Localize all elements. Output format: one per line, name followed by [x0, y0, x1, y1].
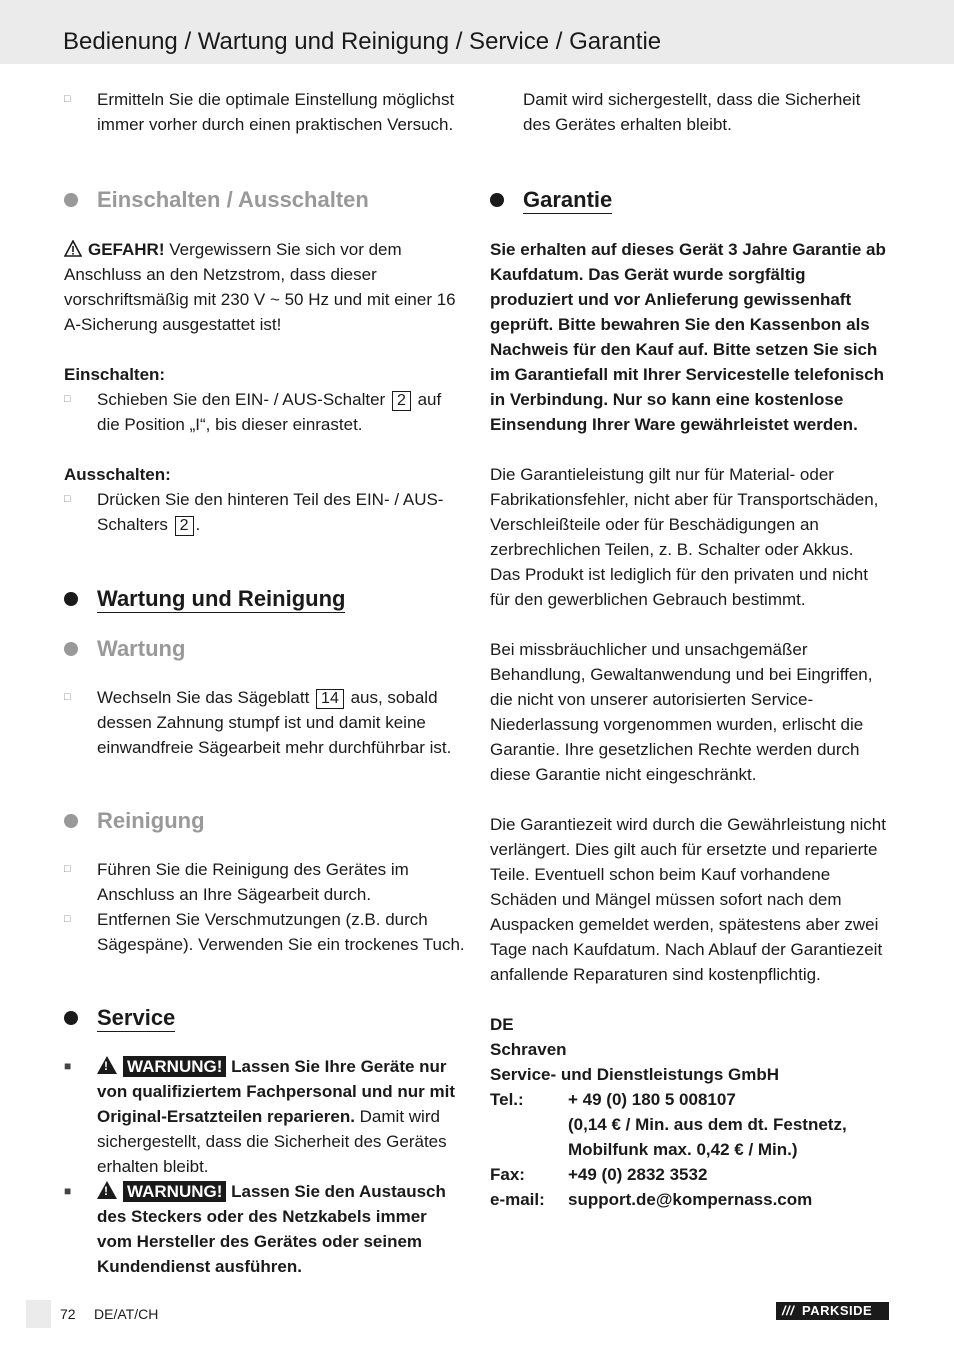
warning-badge: WARNUNG! [123, 1056, 226, 1077]
danger-notice: GEFAHR! Vergewissern Sie sich vor dem Anschluss an den Netzstrom, dass dieser vorschriftsmäßig mit 230 V ~ 50 Hz und mit einer 16 A-Sicherung ausgestattet ist! [64, 240, 456, 334]
bullet-dot-icon [64, 814, 78, 828]
contact-tel-note: (0,14 € / Min. aus dem dt. Festnetz, Mobilfunk max. 0,42 € / Min.) [568, 1115, 847, 1159]
part-reference: 14 [316, 689, 344, 709]
section-heading-garantie: Garantie [490, 185, 892, 215]
bullet-dot-icon [490, 193, 504, 207]
warning-triangle-icon [64, 240, 82, 257]
warning-triangle-icon: ! [97, 1181, 117, 1199]
bullet-dot-icon [64, 592, 78, 606]
subheading-ausschalten: Ausschalten: [64, 465, 171, 484]
section-heading-reinigung: Reinigung [64, 806, 466, 836]
checkbox-bullet-icon: □ [64, 493, 71, 505]
paragraph: Die Garantiezeit wird durch die Gewährleistung nicht verlängert. Dies gilt auch für ersetzte und reparierte Teile. Eventuell schon beim Kauf vorhandene Schäden und Mängel müssen sofort nach dem Auspacken gemeldet werden, spätestens aber zwei Tage nach Kaufdatum. Nach Ablauf der Garantiezeit anfallende Reparaturen sind kostenpflichtig. [490, 815, 886, 984]
paragraph: Das Produkt ist lediglich für den privaten und nicht für den gewerblichen Gebrauch bestimmt. [490, 565, 868, 609]
page-title: Bedienung / Wartung und Reinigung / Service / Garantie [63, 28, 662, 55]
parkside-logo [776, 1302, 889, 1320]
warning-badge: WARNUNG! [123, 1181, 226, 1202]
left-column [64, 87, 466, 1279]
list-item: □ Drücken Sie den hinteren Teil des EIN- / AUS-Schalters 2 . [64, 487, 466, 537]
section-heading-wartung: Wartung [64, 634, 466, 664]
logo-text: PARKSIDE [802, 1303, 873, 1318]
footer-marker [26, 1300, 51, 1328]
list-item-text: Ermitteln Sie die optimale Einstellung möglichst immer vorher durch einen praktischen Versuch. [97, 90, 455, 134]
contact-fax: Fax: +49 (0) 2832 3532 [490, 1162, 892, 1187]
paragraph: Die Garantieleistung gilt nur für Material- oder Fabrikationsfehler, nicht aber für Transportschäden, Verschleißteile oder für Beschädigungen an zerbrechlichen Teilen, z. B. Schalter oder Akkus. [490, 465, 879, 559]
checkbox-bullet-icon: □ [64, 691, 71, 703]
garantie-intro: Sie erhalten auf dieses Gerät 3 Jahre Garantie ab Kaufdatum. Das Gerät wurde sorgfältig produziert und vor Anlieferung gewissenhaft geprüft. Bitte bewahren Sie den Kassenbon als Nachweis für den Kauf auf. Bitte setzen Sie sich im Garantiefall mit Ihrer Servicestelle telefonisch in Verbindung. Nur so kann eine kostenlose Einsendung Ihrer Ware gewährleistet werden. [490, 240, 886, 434]
list-item [64, 87, 466, 137]
danger-label: GEFAHR! [88, 240, 165, 259]
checkbox-bullet-icon: □ [64, 393, 71, 405]
list-item: □ Schieben Sie den EIN- / AUS-Schalter 2 auf die Position „I“, bis dieser einrastet. [64, 387, 466, 437]
subheading-einschalten: Einschalten: [64, 365, 166, 384]
bullet-dot-icon [64, 193, 78, 207]
checkbox-bullet-icon: □ [64, 913, 71, 925]
email-value: support.de@kompernass.com [568, 1190, 813, 1209]
part-reference: 2 [392, 391, 411, 411]
tel-value: + 49 (0) 180 5 008107 [568, 1090, 736, 1109]
list-item: □ Entfernen Sie Verschmutzungen (z.B. durch Sägespäne). Verwenden Sie ein trockenes Tuch. [64, 907, 466, 957]
part-reference: 2 [175, 516, 194, 536]
list-item-warning: ■ ! WARNUNG! Lassen Sie den Austausch des Steckers oder des Netzkabels immer vom Hersteller des Gerätes oder seinem Kundendienst ausführen. [64, 1179, 466, 1279]
logo-stripes-icon: /// [782, 1303, 795, 1318]
list-item-warning: ■ ! WARNUNG! Lassen Sie Ihre Geräte nur von qualifiziertem Fachpersonal und nur mit Original-Ersatzteilen reparieren. Damit wird sichergestellt, dass die Sicherheit des Gerätes erhalten bleibt. [64, 1054, 466, 1179]
continued-text: Damit wird sichergestellt, dass die Sicherheit des Gerätes erhalten bleibt. [523, 90, 861, 134]
bullet-dot-icon [64, 642, 78, 656]
contact-block [490, 1012, 892, 1212]
fax-value: +49 (0) 2832 3532 [568, 1165, 708, 1184]
bullet-dot-icon [64, 1011, 78, 1025]
page-number: 72 [60, 1306, 76, 1322]
section-heading-service: Service [64, 1003, 466, 1033]
list-item: □ Führen Sie die Reinigung des Gerätes im Anschluss an Ihre Sägearbeit durch. [64, 857, 466, 907]
contact-country: DE [490, 1015, 514, 1034]
contact-name: Schraven [490, 1040, 567, 1059]
section-heading-onoff: Einschalten / Ausschalten [64, 185, 466, 215]
contact-email: e-mail: support.de@kompernass.com [490, 1187, 892, 1212]
square-bullet-icon: ■ [64, 1184, 72, 1198]
contact-tel: Tel.: + 49 (0) 180 5 008107 [490, 1087, 892, 1112]
warning-triangle-icon: ! [97, 1056, 117, 1074]
paragraph: Bei missbräuchlicher und unsachgemäßer Behandlung, Gewaltanwendung und bei Eingriffen, die nicht von unserer autorisierten Service-Niederlassung vorgenommen wurden, erlischt die Garantie. Ihre gesetzlichen Rechte werden durch diese Garantie nicht eingeschränkt. [490, 640, 873, 784]
checkbox-bullet-icon: □ [64, 93, 71, 105]
right-column [490, 87, 892, 1212]
page-header [0, 0, 954, 64]
language-code: DE/AT/CH [94, 1306, 159, 1322]
square-bullet-icon: ■ [64, 1059, 72, 1073]
checkbox-bullet-icon: □ [64, 863, 71, 875]
section-heading-maintenance: Wartung und Reinigung [64, 584, 466, 614]
contact-company: Service- und Dienstleistungs GmbH [490, 1065, 780, 1084]
list-item: □ Wechseln Sie das Sägeblatt 14 aus, sobald dessen Zahnung stumpf ist und damit keine einwandfreie Sägearbeit mehr durchführbar ist. [64, 685, 466, 760]
